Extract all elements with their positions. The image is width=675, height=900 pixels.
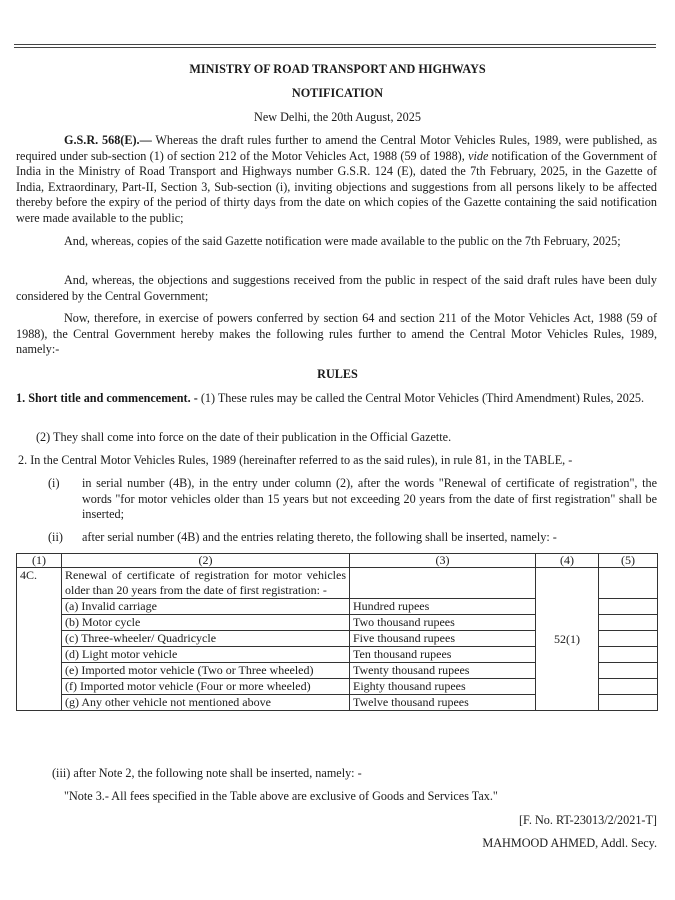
vehicle-desc-cell: (c) Three-wheeler/ Quadricycle <box>62 631 350 647</box>
rules-heading: RULES <box>317 367 358 381</box>
item-ii-number: (ii) <box>48 530 63 544</box>
rule-1-sub-2: (2) They shall come into force on the date of their publication in the Official Gazette. <box>36 430 452 444</box>
fee-cell: Hundred rupees <box>350 599 536 615</box>
fees-table <box>16 553 658 711</box>
column-5-cell <box>599 695 658 711</box>
vide-word: vide <box>468 148 489 163</box>
table-row <box>17 568 658 599</box>
now-therefore-paragraph: Now, therefore, in exercise of powers conferred by section 64 and section 211 of the Motor Vehicles Act, 1988 (59 of 1988), the Central Government hereby makes the following rules further to amend the Central Motor Vehicles Rules, 1989, namely:- <box>16 311 657 357</box>
fee-cell: Twenty thousand rupees <box>350 663 536 679</box>
item-i-number: (i) <box>48 476 60 490</box>
fee-cell: Five thousand rupees <box>350 631 536 647</box>
item-ii-text: after serial number (4B) and the entries relating thereto, the following shall be inserted, namely: - <box>82 530 557 544</box>
fee-cell: Ten thousand rupees <box>350 647 536 663</box>
vehicle-desc-cell: (d) Light motor vehicle <box>62 647 350 663</box>
table-header-cell: (5) <box>599 554 658 568</box>
preamble-text-b: notification of the Government of India in the Ministry of Road Transport and Highways number G.S.R. 124 (E), dated the 7th February, 2025, in the Gazette of India, Extraordinary, Part-II, Section 3, Sub-section (i), inviting objections and suggestions from all persons likely to be affected thereby before the expiry of the period of thirty days from the date on which copies of the Gazette containing the said notification were made available to the public; <box>16 148 657 225</box>
rule-ref-cell: 52(1) <box>536 568 599 711</box>
signatory: MAHMOOD AHMED, Addl. Secy. <box>482 836 657 850</box>
column-5-cell <box>599 615 658 631</box>
vehicle-desc-cell: (e) Imported motor vehicle (Two or Three wheeled) <box>62 663 350 679</box>
rule-1-text: (1) These rules may be called the Central Motor Vehicles (Third Amendment) Rules, 2025. <box>200 391 645 405</box>
table-header-cell: (1) <box>17 554 62 568</box>
item-i-text: in serial number (4B), in the entry under column (2), after the words "Renewal of certificate of registration", the words "for motor vehicles older than 15 years but not exceeding 20 years from the date of first registration" shall be inserted; <box>82 476 657 522</box>
column-5-cell <box>599 599 658 615</box>
column-5-cell <box>599 568 658 599</box>
rule-2-paragraph: 2. In the Central Motor Vehicles Rules, 1989 (hereinafter referred to as the said rules), in rule 81, in the TABLE, - <box>18 453 573 467</box>
fee-cell: Eighty thousand rupees <box>350 679 536 695</box>
ministry-heading: MINISTRY OF ROAD TRANSPORT AND HIGHWAYS <box>189 62 486 76</box>
column-5-cell <box>599 663 658 679</box>
column-5-cell <box>599 631 658 647</box>
column-5-cell <box>599 679 658 695</box>
preamble-text-a: Whereas the draft rules further to amend the Central Motor Vehicles Rules, 1989, were published, as required under sub-section (1) of section 212 of the Motor Vehicles Act, 1988 (59 of 1988), <box>16 133 658 163</box>
top-rule <box>14 44 656 45</box>
vehicle-desc-cell: (g) Any other vehicle not mentioned above <box>62 695 350 711</box>
fee-cell: Two thousand rupees <box>350 615 536 631</box>
file-number: [F. No. RT-23013/2/2021-T] <box>519 813 657 827</box>
table-header-cell: (2) <box>62 554 350 568</box>
vehicle-desc-cell: (a) Invalid carriage <box>62 599 350 615</box>
whereas-objections-paragraph: And, whereas, the objections and suggestions received from the public in respect of the said draft rules have been duly considered by the Central Government; <box>16 273 657 303</box>
notification-heading: NOTIFICATION <box>291 86 384 100</box>
gsr-label: G.S.R. 568(E).— <box>64 133 152 147</box>
column-5-cell <box>599 647 658 663</box>
whereas-copies-paragraph: And, whereas, copies of the said Gazette notification were made available to the public on the 7th February, 2025; <box>64 234 621 248</box>
vehicle-desc-cell: (f) Imported motor vehicle (Four or more wheeled) <box>62 679 350 695</box>
place-date: New Delhi, the 20th August, 2025 <box>254 110 421 124</box>
table-header-row <box>17 554 658 568</box>
top-rule-second <box>14 47 656 48</box>
serial-cell: 4C. <box>17 568 62 711</box>
table-header-cell: (4) <box>536 554 599 568</box>
fee-cell <box>350 568 536 599</box>
fee-cell: Twelve thousand rupees <box>350 695 536 711</box>
item-iii-text: (iii) after Note 2, the following note shall be inserted, namely: - <box>52 766 362 780</box>
intro-cell: Renewal of certificate of registration for motor vehicles older than 20 years from the date of first registration: - <box>62 568 350 599</box>
table-header-cell: (3) <box>350 554 536 568</box>
vehicle-desc-cell: (b) Motor cycle <box>62 615 350 631</box>
rule-1-paragraph <box>16 391 657 407</box>
rule-1-title: 1. Short title and commencement. - <box>16 391 198 405</box>
note-3-text: "Note 3.- All fees specified in the Table above are exclusive of Goods and Services Tax." <box>64 789 498 803</box>
preamble-paragraph <box>16 133 657 227</box>
